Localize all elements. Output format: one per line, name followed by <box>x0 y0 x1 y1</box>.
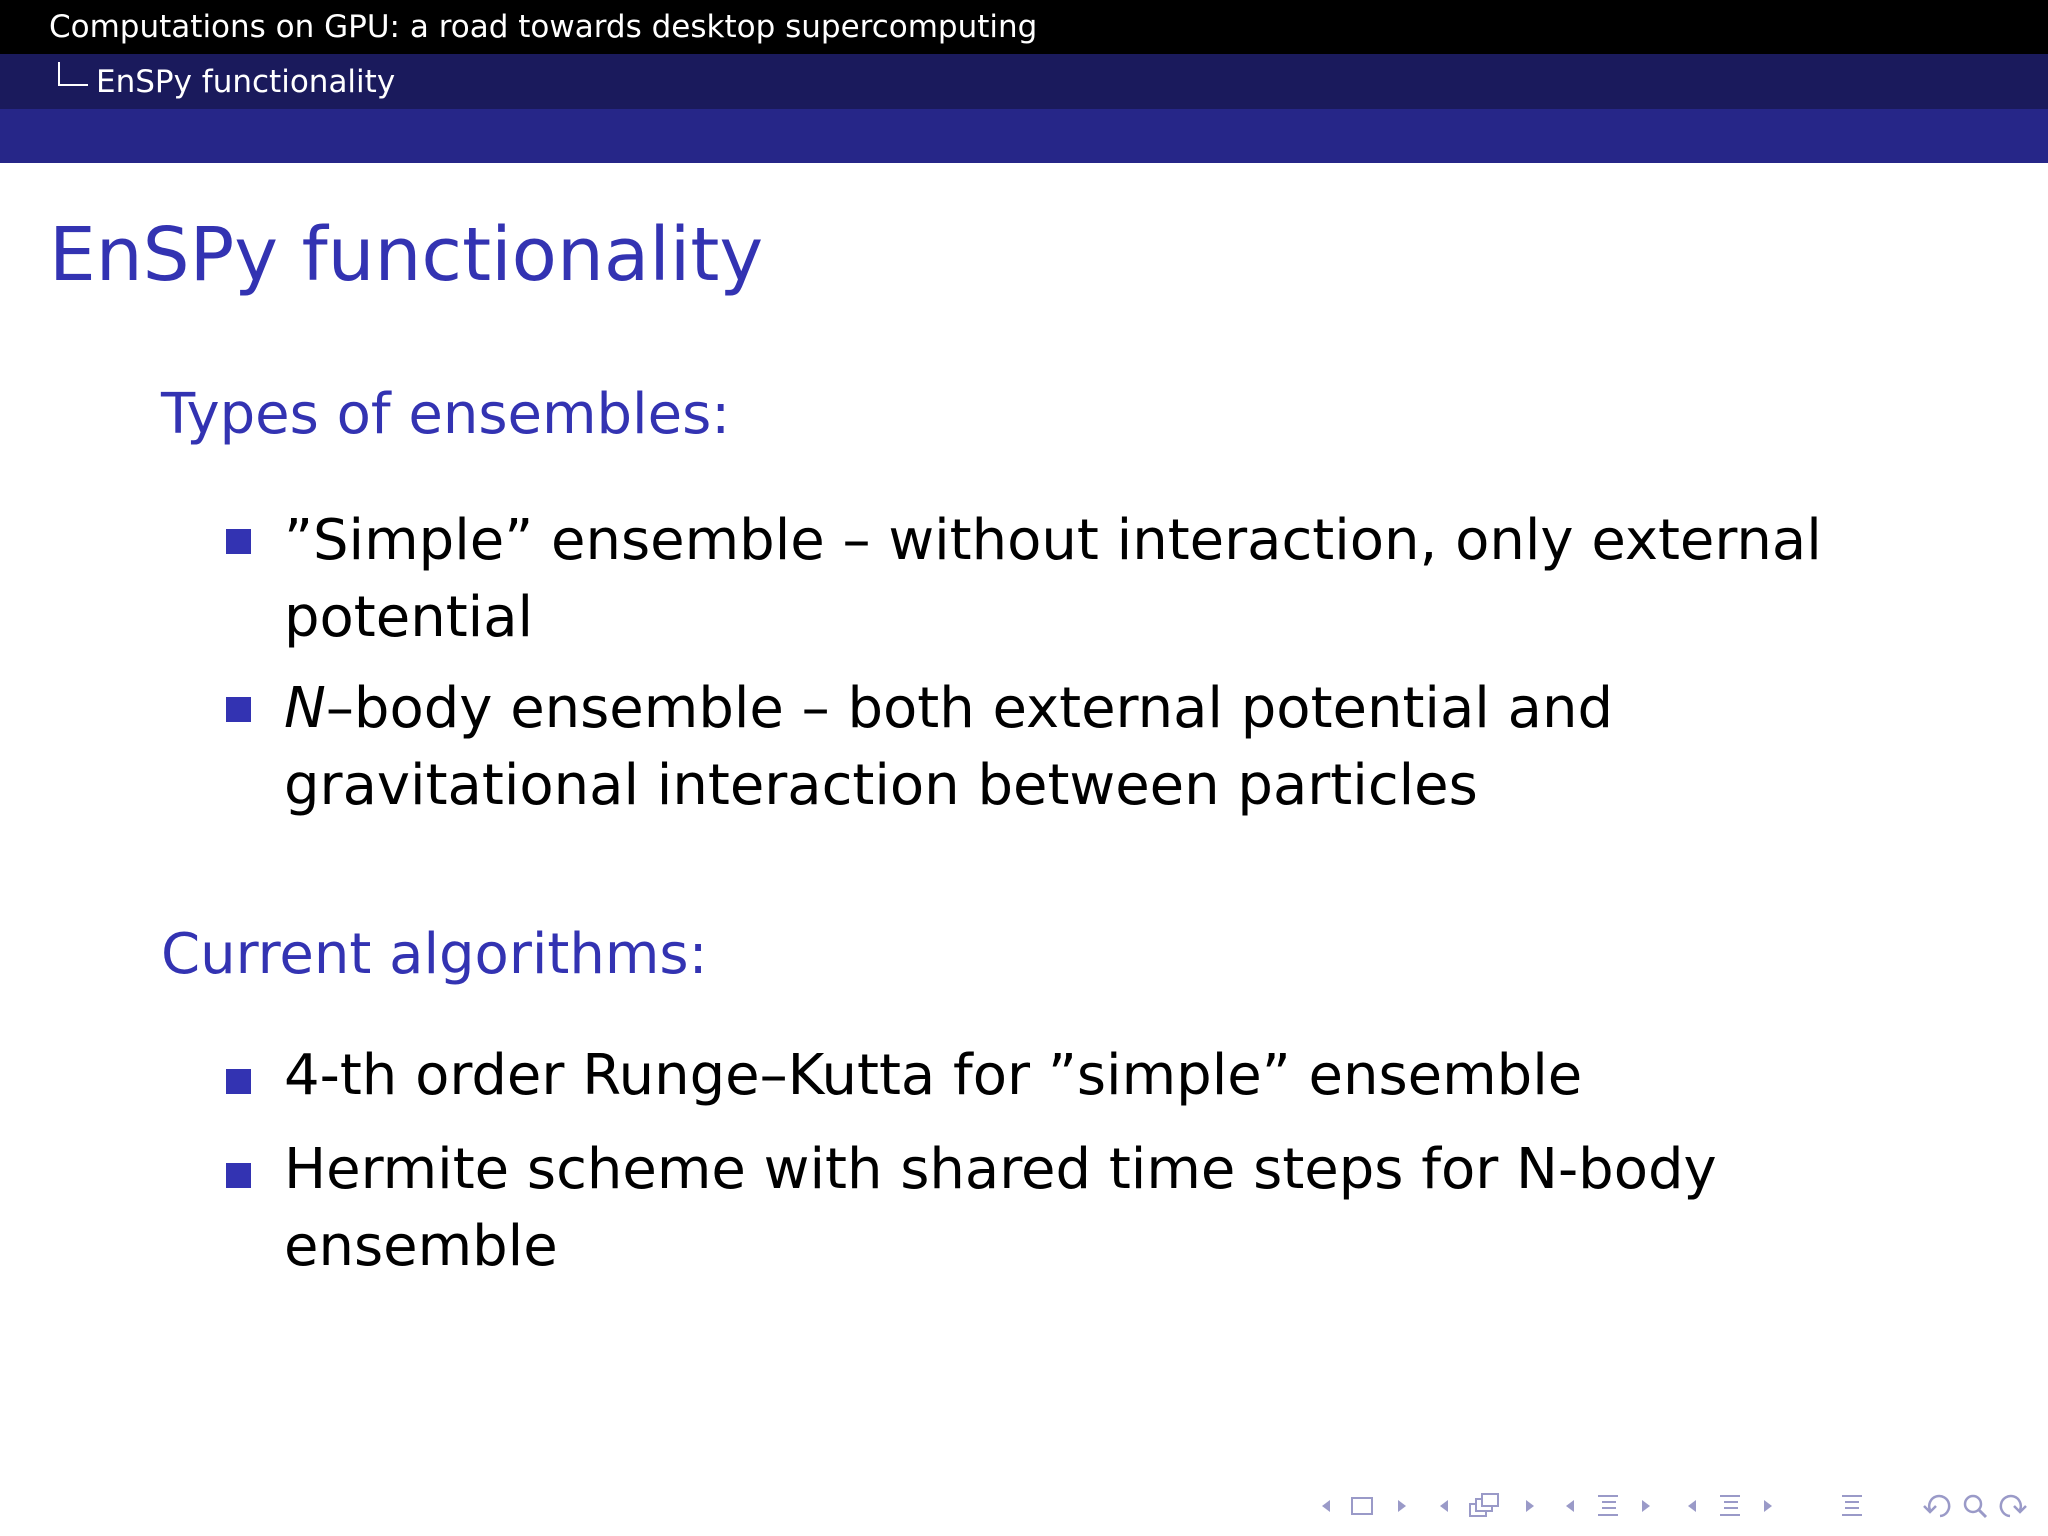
frame-prev-icon[interactable] <box>1322 1500 1330 1512</box>
doc-icon[interactable] <box>1720 1496 1740 1515</box>
header-decor-bar <box>0 109 2048 163</box>
nav-align-group <box>1836 1488 1870 1524</box>
doc-prev-icon[interactable] <box>1688 1500 1696 1512</box>
align-icon[interactable] <box>1842 1496 1862 1515</box>
header-section-bar <box>0 54 2048 109</box>
frame-next-icon[interactable] <box>1398 1500 1406 1512</box>
list-item-text: Hermite scheme with shared time steps for N-body ensemble <box>284 1137 1717 1279</box>
subsection-icon[interactable] <box>1470 1494 1498 1516</box>
nav-section-group <box>1560 1488 1660 1524</box>
nav-frame-group <box>1316 1488 1416 1524</box>
list-item-text: ”Simple” ensemble – without interaction, only external potential <box>284 508 1822 650</box>
header-title-bar <box>0 0 2048 54</box>
frame-icon[interactable] <box>1352 1498 1372 1514</box>
bullet-square-icon <box>226 1163 251 1188</box>
list-item-text: 4-th order Runge–Kutta for ”simple” ensemble <box>284 1043 1583 1108</box>
subsection-prev-icon[interactable] <box>1440 1500 1448 1512</box>
frame-title: EnSPy functionality <box>49 212 764 298</box>
block-title-types: Types of ensembles: <box>161 382 731 447</box>
section-next-icon[interactable] <box>1642 1500 1650 1512</box>
section-prev-icon[interactable] <box>1566 1500 1574 1512</box>
subsection-next-icon[interactable] <box>1526 1500 1534 1512</box>
block-title-algorithms: Current algorithms: <box>161 922 708 987</box>
list-item <box>284 1131 1904 1285</box>
presentation-title: Computations on GPU: a road towards desktop supercomputing <box>49 9 1038 45</box>
bullet-square-icon <box>226 1069 251 1094</box>
bullet-square-icon <box>226 697 251 722</box>
list-item <box>284 502 1904 656</box>
doc-next-icon[interactable] <box>1764 1500 1772 1512</box>
nav-subsection-group <box>1434 1488 1546 1524</box>
search-icon[interactable] <box>1965 1496 1986 1517</box>
list-item-math: N <box>284 676 326 741</box>
section-name: EnSPy functionality <box>96 64 396 100</box>
tree-elbow-icon <box>58 62 88 86</box>
list-item <box>284 1037 1904 1114</box>
list-item <box>284 670 1904 824</box>
nav-doc-group <box>1682 1488 1782 1524</box>
bullet-square-icon <box>226 529 251 554</box>
section-icon[interactable] <box>1598 1496 1618 1515</box>
nav-search-group <box>1920 1488 2030 1524</box>
list-item-text: –body ensemble – both external potential and gravitational interaction between particles <box>284 676 1614 818</box>
forward-icon[interactable] <box>2001 1496 2026 1516</box>
back-icon[interactable] <box>1924 1496 1949 1516</box>
